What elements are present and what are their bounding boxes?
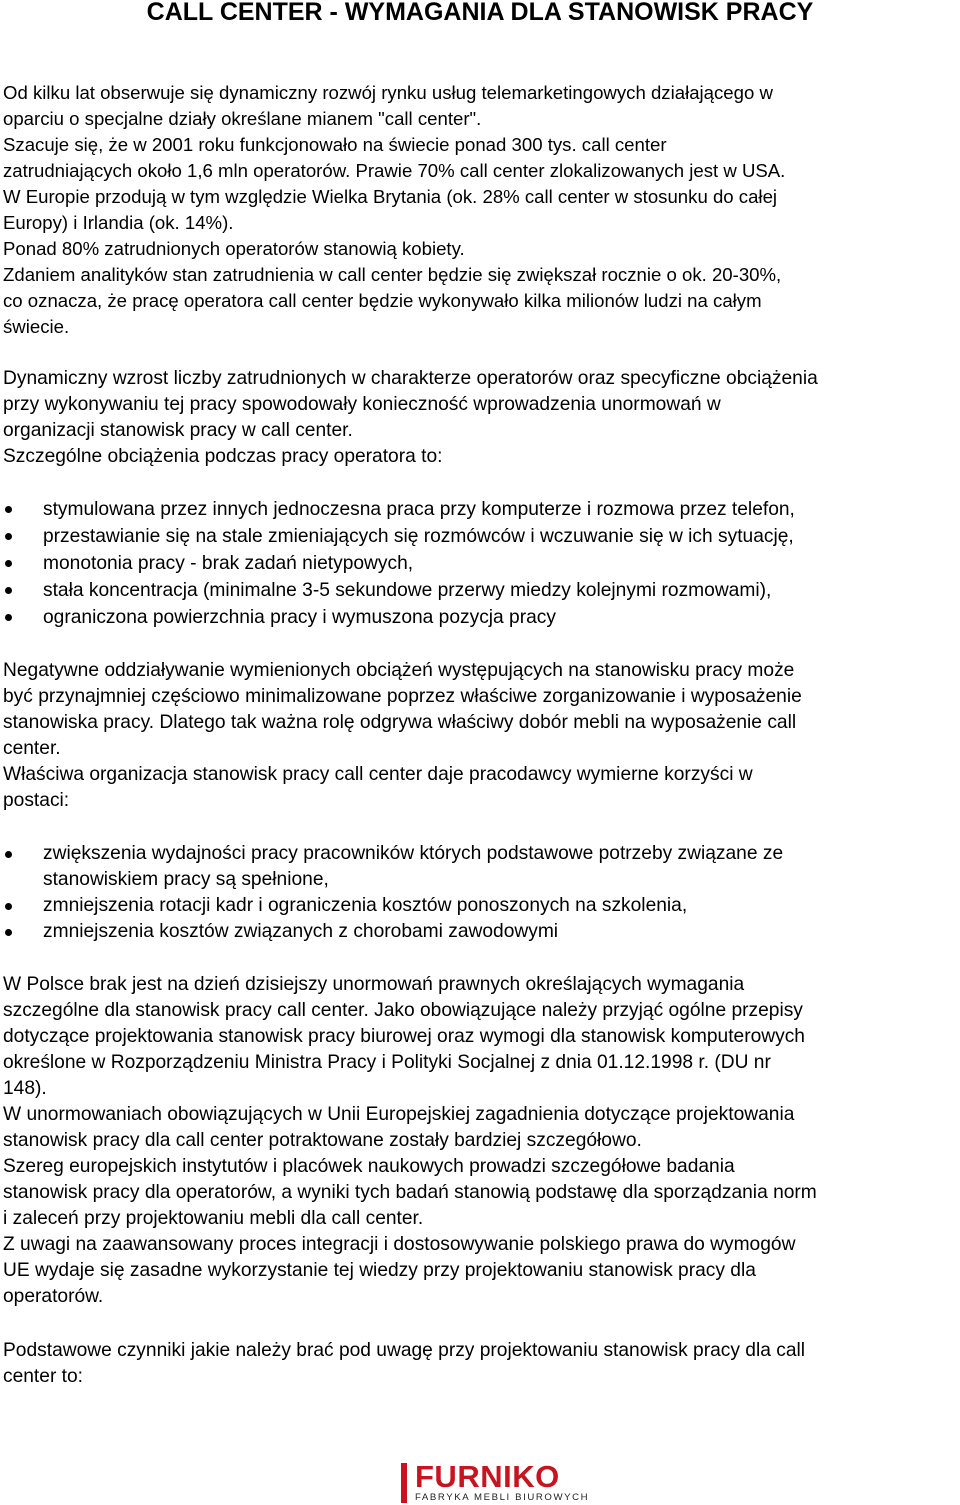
- text-line: Z uwagi na zaawansowany proces integracji i dostosowywanie polskiego prawa do wymogów: [3, 1234, 796, 1255]
- text-line: center.: [3, 738, 61, 759]
- text-line: stanowiska pracy. Dlatego tak ważna rolę odgrywa właściwy dobór mebli na wyposażenie call: [3, 712, 797, 733]
- bullet-icon: [5, 560, 12, 567]
- text-line: oparciu o specjalne działy określane mianem "call center".: [3, 108, 482, 129]
- text-line: Szereg europejskich instytutów i placówek naukowych prowadzi szczegółowe badania: [3, 1156, 735, 1177]
- text-line: organizacji stanowisk pracy w call center.: [3, 420, 353, 441]
- text-line: center to:: [3, 1366, 83, 1387]
- text-line: i zaleceń przy projektowaniu mebli dla call center.: [3, 1208, 424, 1229]
- text-line: Ponad 80% zatrudnionych operatorów stanowią kobiety.: [3, 238, 465, 259]
- text-line: co oznacza, że pracę operatora call center będzie wykonywało kilka milionów ludzi na całym: [3, 290, 762, 311]
- factors-paragraph: [3, 1338, 960, 1390]
- benefits-list: [0, 841, 960, 945]
- text-line: być przynajmniej częściowo minimalizowane poprzez właściwe zorganizowanie i wyposażenie: [3, 686, 802, 707]
- list-item-text: zwiększenia wydajności pracy pracowników których podstawowe potrzeby związane ze: [43, 843, 784, 864]
- list-item-text: zmniejszenia rotacji kadr i ograniczenia kosztów ponoszonych na szkolenia,: [43, 895, 688, 916]
- list-item: [0, 841, 960, 893]
- text-line: UE wydaje się zasadne wykorzystanie tej wiedzy przy projektowaniu stanowisk pracy dla: [3, 1260, 756, 1281]
- list-item: [0, 523, 960, 550]
- list-item-text: monotonia pracy - brak zadań nietypowych,: [43, 553, 414, 574]
- list-item-text: zmniejszenia kosztów związanych z chorobami zawodowymi: [43, 921, 559, 942]
- text-line: Zdaniem analityków stan zatrudnienia w call center będzie się zwiększał rocznie o ok. 20-30%,: [3, 264, 782, 285]
- text-line: Od kilku lat obserwuje się dynamiczny rozwój rynku usług telemarketingowych działającego w: [3, 82, 773, 103]
- list-item: [0, 550, 960, 577]
- text-line: W unormowaniach obowiązujących w Unii Europejskiej zagadnienia dotyczące projektowania: [3, 1104, 795, 1125]
- list-item-text: stymulowana przez innych jednoczesna praca przy komputerze i rozmowa przez telefon,: [43, 499, 795, 520]
- list-item: [0, 893, 960, 919]
- list-item: [0, 919, 960, 945]
- text-line: 148).: [3, 1078, 47, 1099]
- text-line: dotyczące projektowania stanowisk pracy biurowej oraz wymogi dla stanowisk komputerowych: [3, 1026, 805, 1047]
- text-line: szczególne dla stanowisk pracy call center. Jako obowiązujące należy przyjąć ogólne przepisy: [3, 1000, 803, 1021]
- text-line: postaci:: [3, 790, 70, 811]
- bullet-icon: [5, 506, 12, 513]
- bullet-icon: [5, 587, 12, 594]
- logo-tagline: FABRYKA MEBLI BIUROWYCH: [415, 1492, 590, 1503]
- text-line: Dynamiczny wzrost liczby zatrudnionych w charakterze operatorów oraz specyficzne obciążenia: [3, 368, 818, 389]
- list-item-text: stała koncentracja (minimalne 3-5 sekundowe przerwy miedzy kolejnymi rozmowami),: [43, 580, 772, 601]
- list-item: [0, 577, 960, 604]
- intro-paragraph: [3, 80, 960, 340]
- workload-list: [0, 496, 960, 631]
- bullet-icon: [5, 851, 12, 858]
- text-line: Szacuje się, że w 2001 roku funkcjonowało na świecie ponad 300 tys. call center: [3, 134, 667, 155]
- text-line: W Europie przodują w tym względzie Wielka Brytania (ok. 28% call center w stosunku do całej: [3, 186, 778, 207]
- workload-paragraph: [3, 366, 960, 470]
- text-line: Europy) i Irlandia (ok. 14%).: [3, 212, 234, 233]
- text-line: świecie.: [3, 316, 70, 337]
- furniko-logo: [401, 1459, 590, 1503]
- text-line: Podstawowe czynniki jakie należy brać pod uwagę przy projektowaniu stanowisk pracy dla call: [3, 1340, 806, 1361]
- list-item-text: przestawianie się na stale zmieniających się rozmówców i wczuwanie się w ich sytuację,: [43, 526, 794, 547]
- text-line: W Polsce brak jest na dzień dzisiejszy unormowań prawnych określających wymagania: [3, 974, 745, 995]
- bullet-icon: [5, 929, 12, 936]
- logo-wordmark: FURNIKO: [415, 1459, 560, 1494]
- text-line: określone w Rozporządzeniu Ministra Pracy i Polityki Socjalnej z dnia 01.12.1998 r. (DU nr: [3, 1052, 771, 1073]
- bullet-icon: [5, 614, 12, 621]
- list-item-text: stanowiskiem pracy są spełnione,: [43, 869, 329, 890]
- text-line: przy wykonywaniu tej pracy spowodowały konieczność wprowadzenia unormowań w: [3, 394, 721, 415]
- list-item: [0, 604, 960, 631]
- text-line: operatorów.: [3, 1286, 104, 1307]
- page-title: CALL CENTER - WYMAGANIA DLA STANOWISK PRACY: [146, 0, 814, 26]
- text-line: Właściwa organizacja stanowisk pracy call center daje pracodawcy wymierne korzyści w: [3, 764, 753, 785]
- text-line: zatrudniających około 1,6 mln operatorów. Prawie 70% call center zlokalizowanych jest w USA.: [3, 160, 786, 181]
- text-line: stanowisk pracy dla operatorów, a wyniki tych badań stanowią podstawę dla sporządzania norm: [3, 1182, 817, 1203]
- bullet-icon: [5, 533, 12, 540]
- regulations-paragraph: [3, 972, 960, 1310]
- negative-impact-paragraph: [3, 658, 960, 814]
- list-item-text: ograniczona powierzchnia pracy i wymuszona pozycja pracy: [43, 607, 556, 628]
- bullet-icon: [5, 903, 12, 910]
- logo-accent-bar: [401, 1463, 407, 1503]
- text-line: Negatywne oddziaływanie wymienionych obciążeń występujących na stanowisku pracy może: [3, 660, 795, 681]
- text-line: Szczególne obciążenia podczas pracy operatora to:: [3, 446, 443, 467]
- text-line: stanowisk pracy dla call center potraktowane zostały bardziej szczegółowo.: [3, 1130, 642, 1151]
- list-item: [0, 496, 960, 523]
